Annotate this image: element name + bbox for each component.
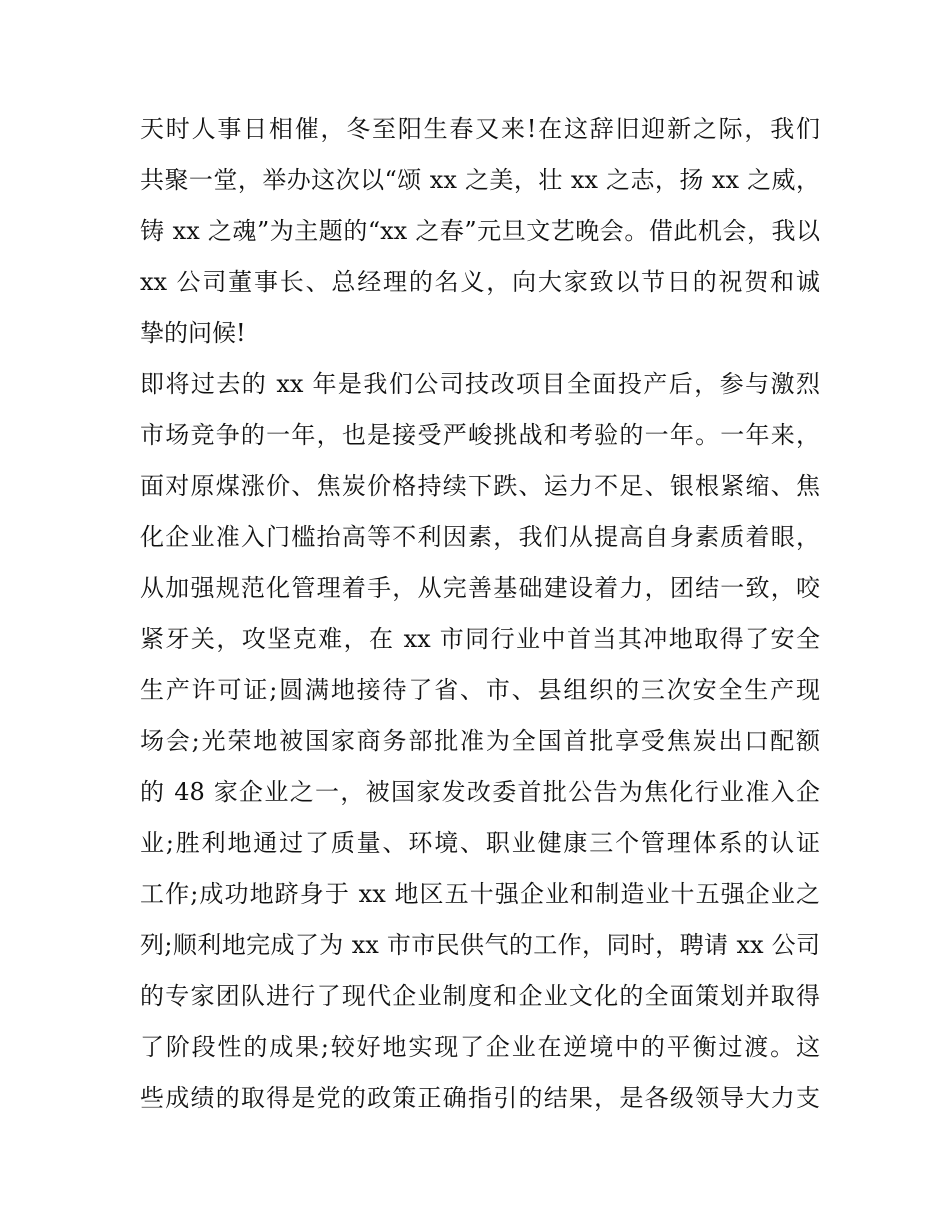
text-line: 挚的问候!	[140, 319, 246, 347]
text-line: xx 公司董事长、总经理的名义，向大家致以节日的祝贺和诚	[140, 268, 820, 296]
text-line: 些成绩的取得是党的政策正确指引的结果，是各级领导大力支	[140, 1084, 820, 1112]
text-line: 的专家团队进行了现代企业制度和企业文化的全面策划并取得	[140, 982, 820, 1010]
text-line: 天时人事日相催，冬至阳生春又来!在这辞旧迎新之际，我们	[140, 115, 820, 143]
text-line: 生产许可证;圆满地接待了省、市、县组织的三次安全生产现	[140, 676, 820, 704]
text-line: 市场竞争的一年，也是接受严峻挑战和考验的一年。一年来，	[140, 421, 820, 449]
text-line: 工作;成功地跻身于 xx 地区五十强企业和制造业十五强企业之	[140, 880, 820, 908]
text-line: 铸 xx 之魂”为主题的“xx 之春”元旦文艺晚会。借此机会，我以	[140, 217, 820, 245]
text-line: 了阶段性的成果;较好地实现了企业在逆境中的平衡过渡。这	[140, 1033, 820, 1061]
document-body	[140, 104, 820, 1124]
text-line: 场会;光荣地被国家商务部批准为全国首批享受焦炭出口配额	[140, 727, 820, 755]
text-line: 共聚一堂，举办这次以“颂 xx 之美，壮 xx 之志，扬 xx 之威，	[140, 166, 820, 194]
text-line: 即将过去的 xx 年是我们公司技改项目全面投产后，参与激烈	[140, 370, 820, 398]
text-line: 的 48 家企业之一，被国家发改委首批公告为焦化行业准入企	[140, 778, 820, 806]
text-line: 紧牙关，攻坚克难，在 xx 市同行业中首当其冲地取得了安全	[140, 625, 820, 653]
text-line: 化企业准入门槛抬高等不利因素，我们从提高自身素质着眼，	[140, 523, 820, 551]
paragraph-greeting	[140, 104, 820, 359]
text-line: 面对原煤涨价、焦炭价格持续下跌、运力不足、银根紧缩、焦	[140, 472, 820, 500]
paragraph-review	[140, 359, 820, 1124]
text-line: 业;胜利地通过了质量、环境、职业健康三个管理体系的认证	[140, 829, 820, 857]
text-line: 列;顺利地完成了为 xx 市市民供气的工作，同时，聘请 xx 公司	[140, 931, 820, 959]
text-line: 从加强规范化管理着手，从完善基础建设着力，团结一致，咬	[140, 574, 820, 602]
